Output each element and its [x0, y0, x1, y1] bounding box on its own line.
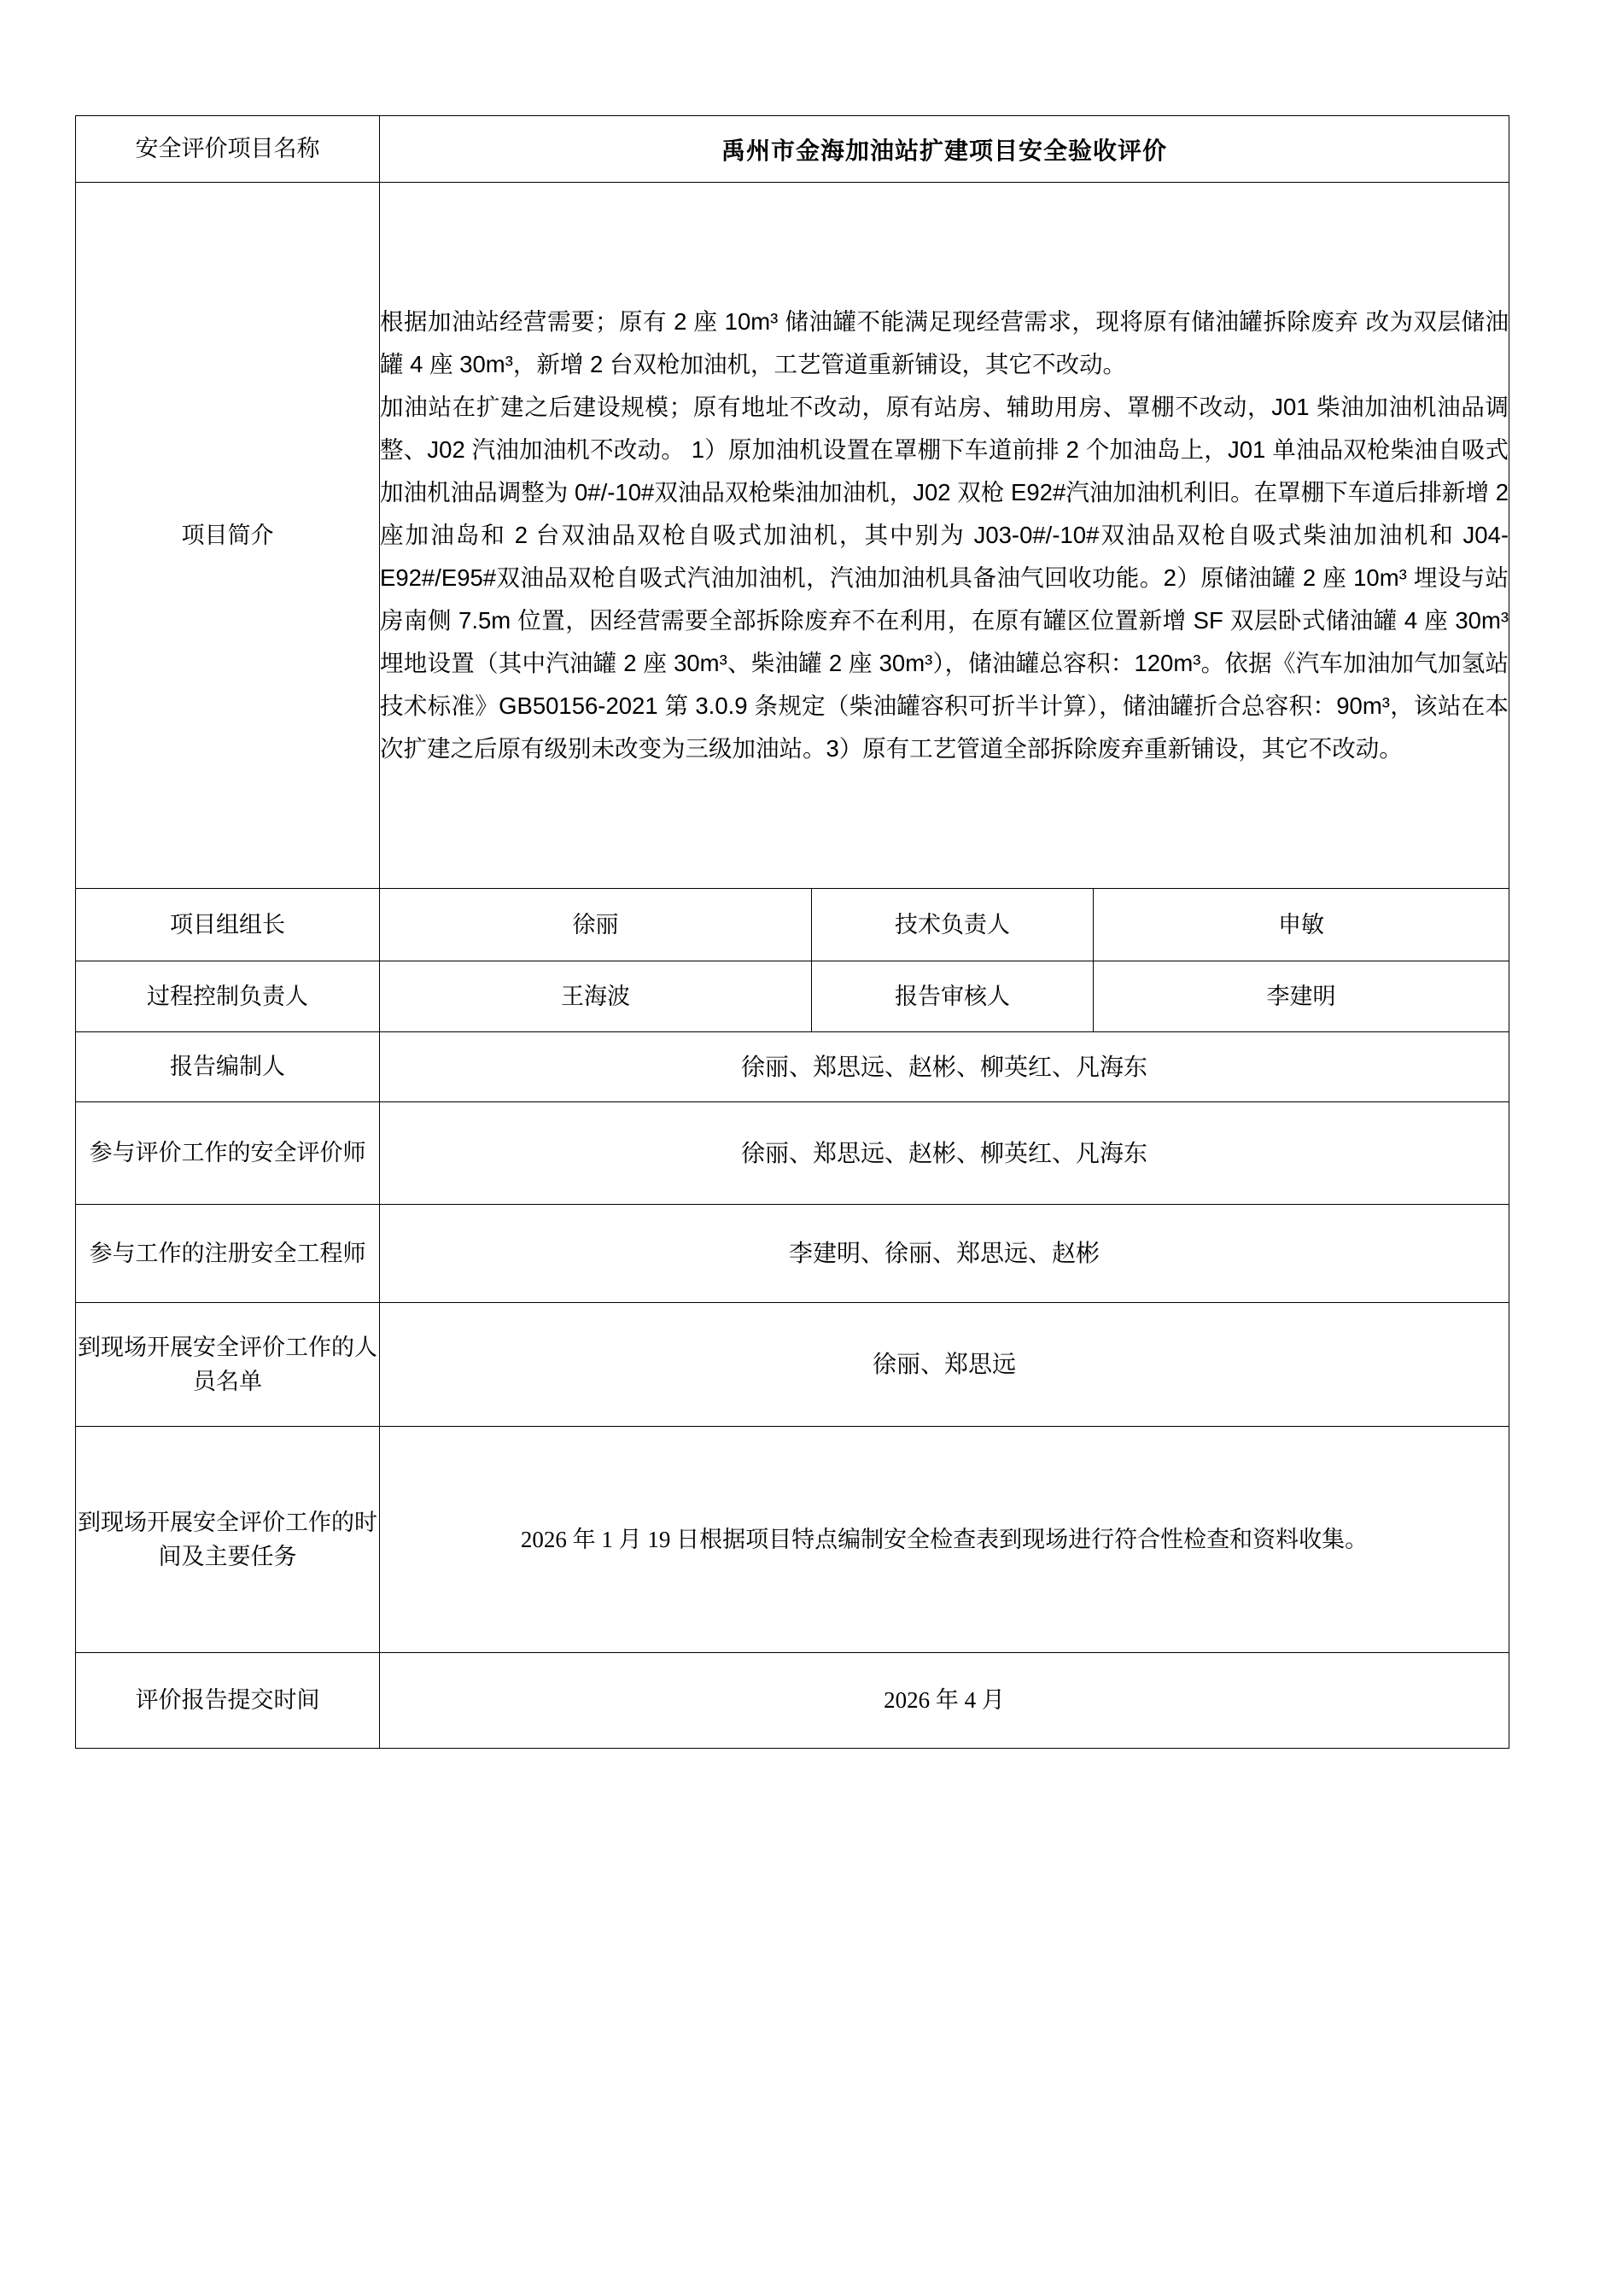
- project-name-value: 禹州市金海加油站扩建项目安全验收评价: [380, 116, 1509, 183]
- project-intro-paragraph-1: 根据加油站经营需要；原有 2 座 10m³ 储油罐不能满足现经营需求，现将原有储油罐拆除废弃 改为双层储油罐 4 座 30m³，新增 2 台双枪加油机，工艺管道重新铺设，其它不改动。: [380, 307, 1509, 377]
- table-row-project-name: [76, 116, 1509, 183]
- registered-engineers-label: 参与工作的注册安全工程师: [76, 1205, 380, 1303]
- tech-lead-label: 技术负责人: [812, 889, 1094, 961]
- table-row-process-control: [76, 961, 1509, 1032]
- table-row-project-intro: [76, 183, 1509, 889]
- team-leader-value: 徐丽: [380, 889, 812, 961]
- table-row-assessors: [76, 1102, 1509, 1205]
- team-leader-label: 项目组组长: [76, 889, 380, 961]
- project-intro-label: 项目简介: [76, 183, 380, 889]
- registered-engineers-value: 李建明、徐丽、郑思远、赵彬: [380, 1205, 1509, 1303]
- assessors-label: 参与评价工作的安全评价师: [76, 1102, 380, 1205]
- submit-time-label: 评价报告提交时间: [76, 1653, 380, 1749]
- assessors-value: 徐丽、郑思远、赵彬、柳英红、凡海东: [380, 1102, 1509, 1205]
- report-reviewer-label: 报告审核人: [812, 961, 1094, 1032]
- project-intro-value: [380, 183, 1509, 889]
- table-row-registered-engineers: [76, 1205, 1509, 1303]
- onsite-time-value: 2026 年 1 月 19 日根据项目特点编制安全检查表到现场进行符合性检查和资料收集。: [380, 1427, 1509, 1653]
- project-summary-table: [75, 115, 1509, 1749]
- project-intro-paragraph-2: 加油站在扩建之后建设规模；原有地址不改动，原有站房、辅助用房、罩棚不改动，J01 柴油加油机油品调整、J02 汽油加油机不改动。 1）原加油机设置在罩棚下车道前排 2 个加油岛上，J01 单油品双枪柴油自吸式加油机油品调整为 0#/-10#双油品双枪柴油加油机，J02 双枪 E92#汽油加油机利旧。在罩棚下车道后排新增 2 座加油岛和 2 台双油品双枪自吸式加油机，其中别为 J03-0#/-10#双油品双枪自吸式柴油加油机和 J04-E92#/E95#双油品双枪自吸式汽油加油机，汽油加油机具备油气回收功能。2）原储油罐 2 座 10m³ 埋设与站房南侧 7.5m 位置，因经营需要全部拆除废弃不在利用，在原有罐区位置新增 SF 双层卧式储油罐 4 座 30m³ 埋地设置（其中汽油罐 2 座 30m³、柴油罐 2 座 30m³），储油罐总容积：120m³。依据《汽车加油加气加氢站技术标准》GB50156-2021 第 3.0.9 条规定（柴油罐容积可折半计算），储油罐折合总容积：90m³，该站在本次扩建之后原有级别未改变为三级加油站。3）原有工艺管道全部拆除废弃重新铺设，其它不改动。: [380, 393, 1509, 762]
- report-author-value: 徐丽、郑思远、赵彬、柳英红、凡海东: [380, 1032, 1509, 1102]
- table-row-report-author: [76, 1032, 1509, 1102]
- onsite-time-label: 到现场开展安全评价工作的时间及主要任务: [76, 1427, 380, 1653]
- onsite-personnel-label: 到现场开展安全评价工作的人员名单: [76, 1303, 380, 1427]
- submit-time-value: 2026 年 4 月: [380, 1653, 1509, 1749]
- process-control-value: 王海波: [380, 961, 812, 1032]
- table-row-onsite-personnel: [76, 1303, 1509, 1427]
- onsite-personnel-value: 徐丽、郑思远: [380, 1303, 1509, 1427]
- table-row-team-leader: [76, 889, 1509, 961]
- tech-lead-value: 申敏: [1094, 889, 1509, 961]
- table-row-onsite-time: [76, 1427, 1509, 1653]
- report-author-label: 报告编制人: [76, 1032, 380, 1102]
- table-row-submit-time: [76, 1653, 1509, 1749]
- process-control-label: 过程控制负责人: [76, 961, 380, 1032]
- report-reviewer-value: 李建明: [1094, 961, 1509, 1032]
- project-name-label: 安全评价项目名称: [76, 116, 380, 183]
